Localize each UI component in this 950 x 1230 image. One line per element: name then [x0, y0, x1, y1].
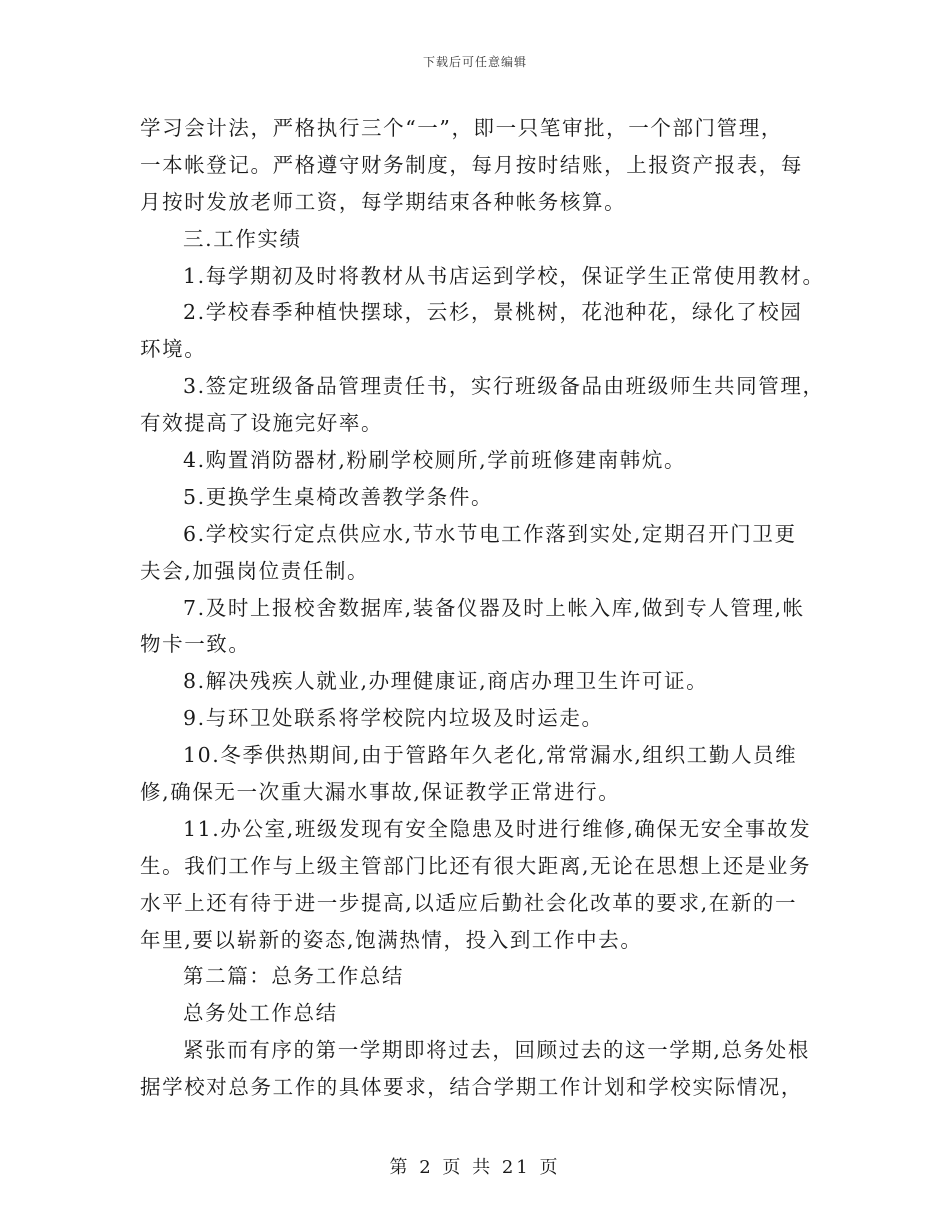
text-line: 第二篇：总务工作总结	[183, 964, 404, 989]
text-line: 总务处工作总结	[183, 1001, 338, 1026]
text-line: 9.与环卫处联系将学校院内垃圾及时运走。	[183, 706, 604, 731]
text-line: 学习会计法，严格执行三个“一”，即一只笔审批，一个部门管理，	[140, 116, 783, 140]
text-line: 10.冬季供热期间,由于管路年久老化,常常漏水,组织工勤人员维	[183, 743, 798, 768]
text-line: 11.办公室,班级发现有安全隐患及时进行维修,确保无安全事故发	[183, 816, 812, 841]
text-line: 1.每学期初及时将教材从书店运到学校，保证学生正常使用教材。	[183, 263, 825, 288]
text-line: 一本帐登记。严格遵守财务制度，每月按时结账，上报资产报表，每	[140, 152, 803, 177]
text-line: 生。我们工作与上级主管部门比还有很大距离,无论在思想上还是业务	[140, 853, 812, 878]
text-line: 夫会,加强岗位责任制。	[140, 558, 370, 583]
text-line: 月按时发放老师工资，每学期结束各种帐务核算。	[140, 189, 627, 214]
text-line: 年里,要以崭新的姿态,饱满热情，投入到工作中去。	[140, 927, 643, 952]
page-header: 下载后可任意编辑	[422, 55, 527, 69]
text-line: 5.更换学生桌椅改善教学条件。	[183, 484, 494, 509]
text-line: 4.购置消防器材,粉刷学校厕所,学前班修建南韩炕。	[183, 448, 687, 473]
text-line: 三.工作实绩	[183, 226, 302, 251]
text-line: 7.及时上报校舍数据库,装备仪器及时上帐入库,做到专人管理,帐	[183, 595, 805, 620]
text-line: 2.学校春季种植快摆球，云杉，景桃树，花池种花，绿化了校园	[183, 300, 803, 325]
text-line: 6.学校实行定点供应水,节水节电工作落到实处,定期召开门卫更	[183, 521, 797, 546]
text-line: 修,确保无一次重大漏水事故,保证教学正常进行。	[140, 780, 621, 805]
text-line: 物卡一致。	[140, 632, 251, 657]
document-body	[140, 110, 825, 1106]
page-footer: 第 2 页 共 21 页	[389, 1157, 561, 1178]
text-line: 环境。	[140, 337, 207, 362]
text-line: 紧张而有序的第一学期即将过去，回顾过去的这一学期,总务处根	[183, 1038, 810, 1063]
text-line: 8.解决残疾人就业,办理健康证,商店办理卫生许可证。	[183, 669, 709, 694]
text-line: 有效提高了设施完好率。	[140, 411, 384, 436]
text-line: 水平上还有待于进一步提高,以适应后勤社会化改革的要求,在新的一	[140, 890, 798, 915]
text-line: 据学校对总务工作的具体要求，结合学期工作计划和学校实际情况，	[140, 1075, 803, 1100]
text-line: 3.签定班级备品管理责任书，实行班级备品由班级师生共同管理，	[183, 374, 825, 399]
